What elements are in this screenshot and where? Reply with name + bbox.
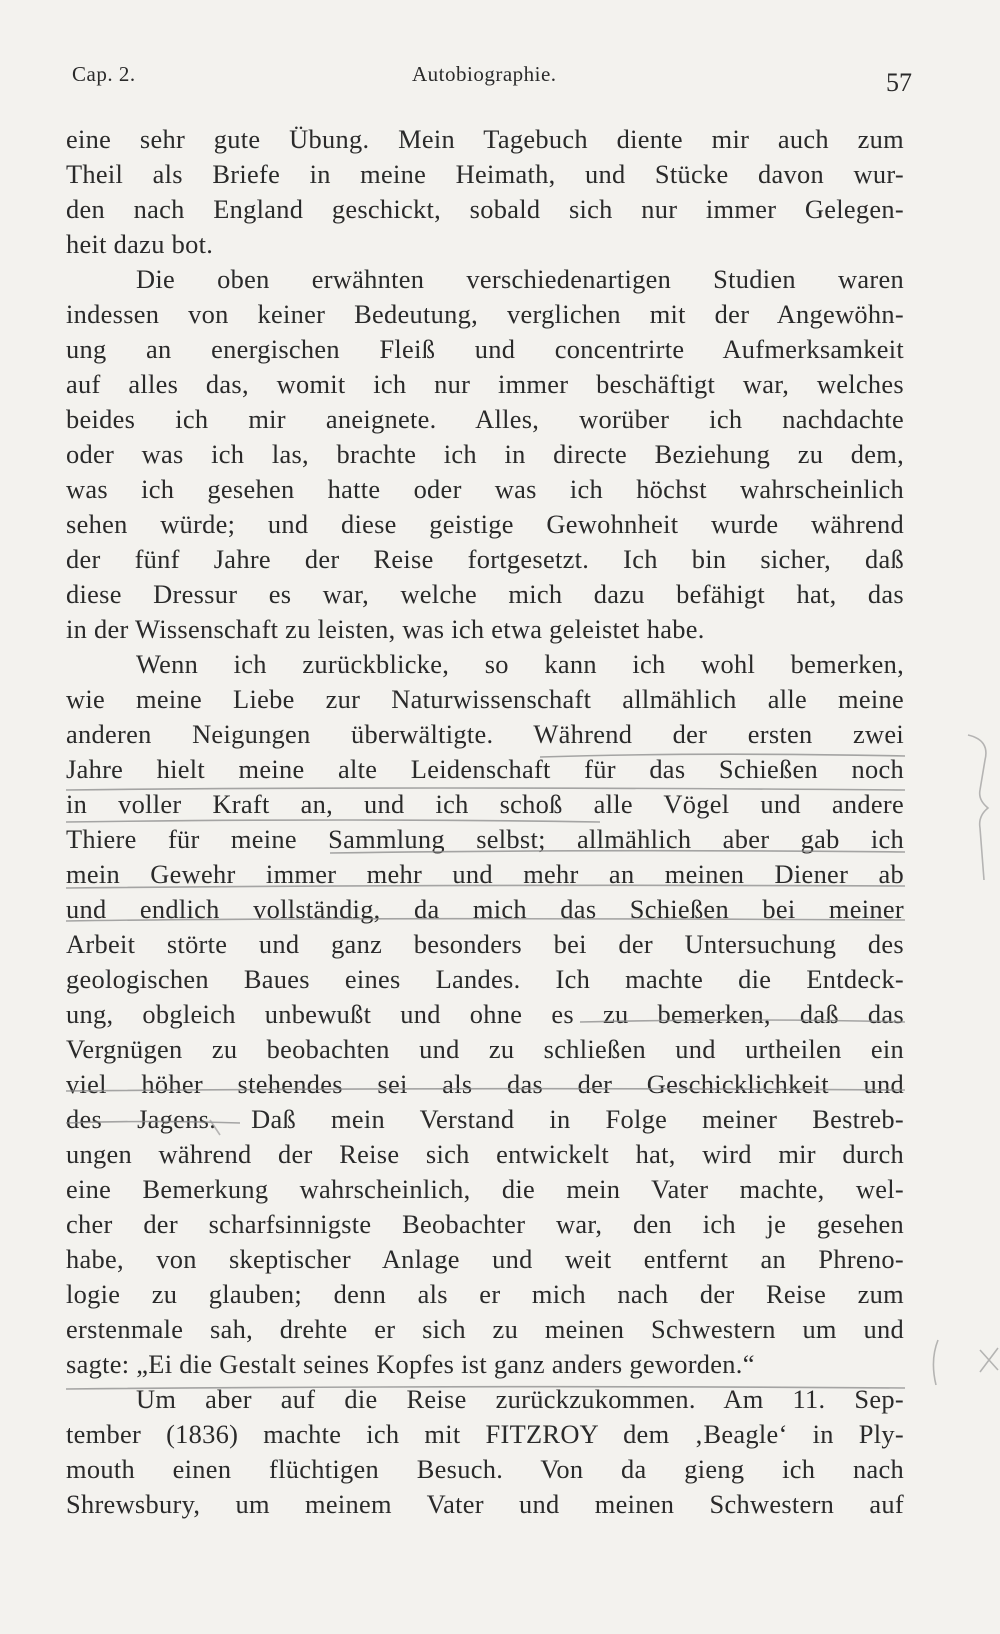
text-line: der fünf Jahre der Reise fortgesetzt. Ich bin sicher, daß	[66, 544, 904, 574]
text-line: eine Bemerkung wahrscheinlich, die mein Vater machte, wel-	[66, 1174, 904, 1204]
text-line: Arbeit störte und ganz besonders bei der Untersuchung des	[66, 929, 904, 959]
text-line: indessen von keiner Bedeutung, verglichen mit der Angewöhn-	[66, 299, 904, 329]
text-line: Die oben erwähnten verschiedenartigen Studien waren	[136, 264, 904, 294]
text-line: mein Gewehr immer mehr und mehr an meinen Diener ab	[66, 859, 904, 889]
text-line: und endlich vollständig, da mich das Schießen bei meiner	[66, 894, 904, 924]
text-line: sagte: „Ei die Gestalt seines Kopfes ist ganz anders geworden.“	[66, 1349, 755, 1379]
page-number: 57	[886, 68, 912, 97]
text-line: oder was ich las, brachte ich in directe Beziehung zu dem,	[66, 439, 904, 469]
text-line: Theil als Briefe in meine Heimath, und Stücke davon wur-	[66, 159, 904, 189]
pencil-x-icon	[933, 1340, 998, 1385]
text-line: Vergnügen zu beobachten und zu schließen und urtheilen ein	[66, 1034, 904, 1064]
text-line: logie zu glauben; denn als er mich nach der Reise zum	[66, 1279, 904, 1309]
text-line: beides ich mir aneignete. Alles, worüber ich nachdachte	[66, 404, 904, 434]
text-line: den nach England geschickt, sobald sich nur immer Gelegen-	[66, 194, 904, 224]
text-line: sehen würde; und diese geistige Gewohnheit wurde während	[66, 509, 904, 539]
text-line: viel höher stehendes sei als das der Geschicklichkeit und	[66, 1069, 904, 1099]
text-line: cher der scharfsinnigste Beobachter war, den ich je gesehen	[66, 1209, 904, 1239]
text-line: was ich gesehen hatte oder was ich höchst wahrscheinlich	[66, 474, 904, 504]
text-line: Um aber auf die Reise zurückzukommen. Am 11. Sep-	[136, 1384, 904, 1414]
text-line: erstenmale sah, drehte er sich zu meinen Schwestern um und	[66, 1314, 904, 1344]
text-line: ung, obgleich unbewußt und ohne es zu bemerken, daß das	[66, 999, 904, 1029]
text-line: in der Wissenschaft zu leisten, was ich etwa geleistet habe.	[66, 614, 705, 644]
text-line: Thiere für meine Sammlung selbst; allmählich aber gab ich	[66, 824, 904, 854]
text-line: geologischen Baues eines Landes. Ich machte die Entdeck-	[66, 964, 904, 994]
running-title: Autobiographie.	[412, 62, 557, 86]
text-line: ungen während der Reise sich entwickelt hat, wird mir durch	[66, 1139, 904, 1169]
text-line: diese Dressur es war, welche mich dazu befähigt hat, das	[66, 579, 904, 609]
body-text	[66, 122, 904, 1522]
chapter-label: Cap. 2.	[72, 62, 136, 86]
text-line: anderen Neigungen überwältigte. Während der ersten zwei	[66, 719, 904, 749]
text-line: des Jagens. Daß mein Verstand in Folge meiner Bestreb-	[66, 1104, 904, 1134]
text-line: mouth einen flüchtigen Besuch. Von da gieng ich nach	[66, 1454, 904, 1484]
text-line: Wenn ich zurückblicke, so kann ich wohl bemerken,	[136, 649, 904, 679]
text-line: in voller Kraft an, und ich schoß alle Vögel und andere	[66, 789, 904, 819]
text-line: habe, von skeptischer Anlage und weit entfernt an Phreno-	[66, 1244, 904, 1274]
text-line: tember (1836) machte ich mit FITZROY dem ‚Beagle‘ in Ply-	[66, 1419, 904, 1449]
text-line: eine sehr gute Übung. Mein Tagebuch diente mir auch zum	[66, 124, 904, 154]
text-line: wie meine Liebe zur Naturwissenschaft allmählich alle meine	[66, 684, 904, 714]
text-line: ung an energischen Fleiß und concentrirte Aufmerksamkeit	[66, 334, 904, 364]
text-line: auf alles das, womit ich nur immer beschäftigt war, welches	[66, 369, 904, 399]
running-header	[72, 58, 912, 98]
text-line: Shrewsbury, um meinem Vater und meinen Schwestern auf	[66, 1489, 904, 1519]
text-line: Jahre hielt meine alte Leidenschaft für das Schießen noch	[66, 754, 904, 784]
text-line: heit dazu bot.	[66, 229, 214, 259]
